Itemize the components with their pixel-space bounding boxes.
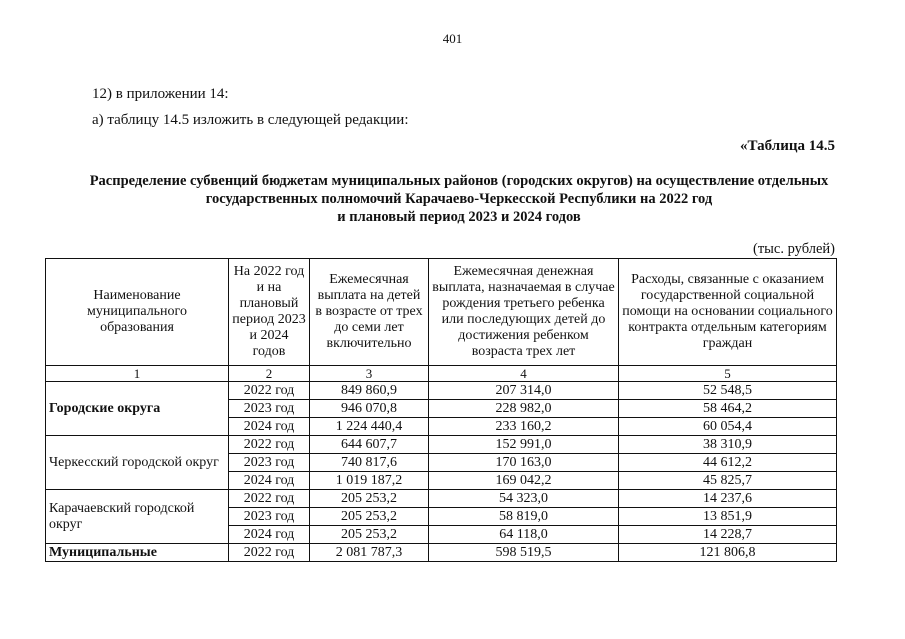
column-number: 3 — [310, 366, 429, 382]
social-contract-cell: 14 237,6 — [619, 490, 837, 508]
column-number: 1 — [46, 366, 229, 382]
year-cell: 2022 год — [229, 436, 310, 454]
municipality-name: Городские округа — [46, 382, 229, 436]
child-payment-cell: 205 253,2 — [310, 490, 429, 508]
year-cell: 2023 год — [229, 454, 310, 472]
header-social-contract: Расходы, связанные с оказанием государственной социальной помощи на основании социального контракта отдельным категориям граждан — [619, 259, 837, 366]
social-contract-cell: 13 851,9 — [619, 508, 837, 526]
paragraph-instruction: а) таблицу 14.5 изложить в следующей редакции: — [92, 112, 409, 128]
table-title — [40, 172, 878, 226]
year-cell: 2022 год — [229, 490, 310, 508]
header-period: На 2022 год и на плановый период 2023 и 2024 годов — [229, 259, 310, 366]
municipality-name: Черкесский городской округ — [46, 436, 229, 490]
third-child-cell: 170 163,0 — [429, 454, 619, 472]
page-number: 401 — [442, 31, 463, 46]
child-payment-cell: 205 253,2 — [310, 508, 429, 526]
header-child-payment: Ежемесячная выплата на детей в возрасте от трех до семи лет включительно — [310, 259, 429, 366]
social-contract-cell: 45 825,7 — [619, 472, 837, 490]
child-payment-cell: 1 019 187,2 — [310, 472, 429, 490]
year-cell: 2024 год — [229, 526, 310, 544]
table-title-line-1: Распределение субвенций бюджетам муниципальных районов (городских округов) на осуществление отдельных — [89, 173, 829, 189]
header-third-child-payment: Ежемесячная денежная выплата, назначаемая в случае рождения третьего ребенка или последующих детей до достижения ребенком возраста трех лет — [429, 259, 619, 366]
municipality-name: Карачаевский городской округ — [46, 490, 229, 544]
table-row — [46, 544, 837, 562]
child-payment-cell: 849 860,9 — [310, 382, 429, 400]
third-child-cell: 598 519,5 — [429, 544, 619, 562]
subvention-table — [45, 258, 837, 562]
social-contract-cell: 58 464,2 — [619, 400, 837, 418]
header-row — [46, 259, 837, 366]
year-cell: 2023 год — [229, 508, 310, 526]
social-contract-cell: 52 548,5 — [619, 382, 837, 400]
year-cell: 2024 год — [229, 418, 310, 436]
year-cell: 2022 год — [229, 382, 310, 400]
column-number: 2 — [229, 366, 310, 382]
table-title-line-2: государственных полномочий Карачаево-Черкесской Республики на 2022 год — [205, 191, 713, 207]
column-number-row — [46, 366, 837, 382]
child-payment-cell: 644 607,7 — [310, 436, 429, 454]
third-child-cell: 207 314,0 — [429, 382, 619, 400]
social-contract-cell: 44 612,2 — [619, 454, 837, 472]
paragraph-annex: 12) в приложении 14: — [92, 86, 229, 102]
third-child-cell: 169 042,2 — [429, 472, 619, 490]
social-contract-cell: 121 806,8 — [619, 544, 837, 562]
third-child-cell: 233 160,2 — [429, 418, 619, 436]
year-cell: 2022 год — [229, 544, 310, 562]
year-cell: 2023 год — [229, 400, 310, 418]
social-contract-cell: 14 228,7 — [619, 526, 837, 544]
social-contract-cell: 38 310,9 — [619, 436, 837, 454]
units-note: (тыс. рублей) — [753, 241, 835, 257]
table-row — [46, 382, 837, 400]
year-cell: 2024 год — [229, 472, 310, 490]
third-child-cell: 54 323,0 — [429, 490, 619, 508]
header-name: Наименование муниципального образования — [46, 259, 229, 366]
child-payment-cell: 740 817,6 — [310, 454, 429, 472]
third-child-cell: 64 118,0 — [429, 526, 619, 544]
third-child-cell: 58 819,0 — [429, 508, 619, 526]
table-label: «Таблица 14.5 — [740, 138, 835, 154]
table-row — [46, 490, 837, 508]
social-contract-cell: 60 054,4 — [619, 418, 837, 436]
child-payment-cell: 2 081 787,3 — [310, 544, 429, 562]
municipality-name: Муниципальные — [46, 544, 229, 562]
column-number: 4 — [429, 366, 619, 382]
table-row — [46, 436, 837, 454]
child-payment-cell: 946 070,8 — [310, 400, 429, 418]
child-payment-cell: 205 253,2 — [310, 526, 429, 544]
third-child-cell: 228 982,0 — [429, 400, 619, 418]
child-payment-cell: 1 224 440,4 — [310, 418, 429, 436]
table-title-line-3: и плановый период 2023 и 2024 годов — [337, 209, 581, 225]
third-child-cell: 152 991,0 — [429, 436, 619, 454]
column-number: 5 — [619, 366, 837, 382]
